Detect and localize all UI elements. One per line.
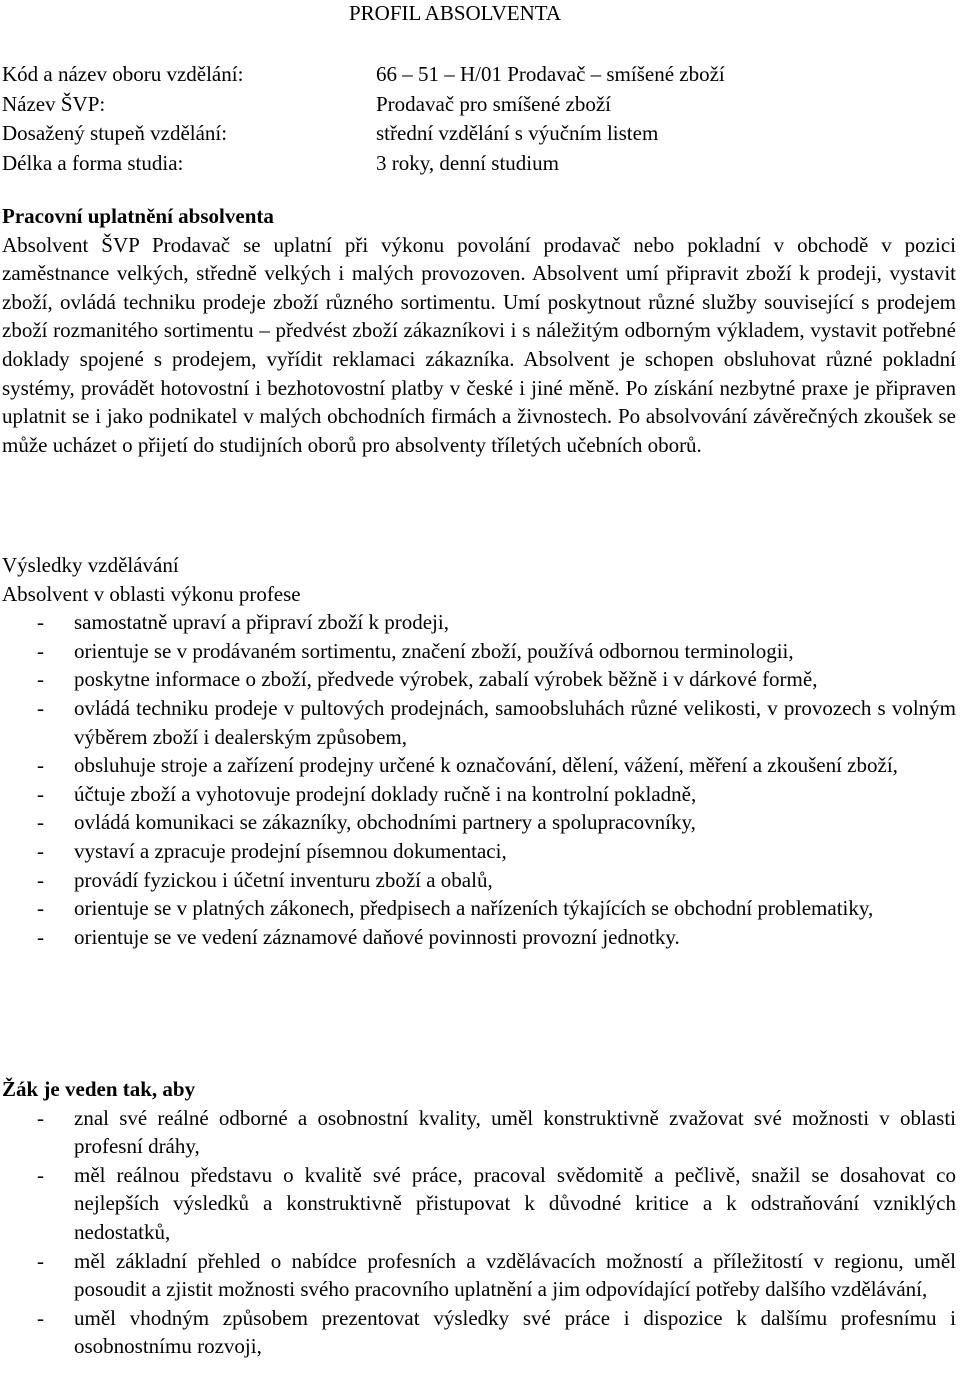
dash-marker: - xyxy=(37,838,44,863)
list-item xyxy=(2,1304,956,1361)
dash-marker: - xyxy=(37,1248,44,1273)
list-item xyxy=(2,637,956,666)
list-item xyxy=(2,866,956,895)
dash-marker: - xyxy=(37,667,44,692)
info-value: Prodavač pro smíšené zboží xyxy=(376,91,612,116)
list-item xyxy=(2,608,956,637)
info-label: Kód a název oboru vzdělání: xyxy=(2,62,244,86)
section-subheading: Absolvent v oblasti výkonu profese xyxy=(2,581,301,606)
dash-marker: - xyxy=(37,924,44,949)
section-results xyxy=(2,551,956,951)
list-item xyxy=(2,894,956,923)
info-value: 66 – 51 – H/01 Prodavač – smíšené zboží xyxy=(376,62,725,86)
section-employment xyxy=(2,202,956,459)
list-item xyxy=(2,751,956,780)
list-item-text: ovládá techniku prodeje v pultových prodejnách, samoobsluhách různé velikosti, v provozech s volným výběrem zboží i dealerským způsobem, xyxy=(74,695,956,749)
list-item xyxy=(2,780,956,809)
section-heading: Žák je veden tak, aby xyxy=(2,1077,196,1101)
info-label: Délka a forma studia: xyxy=(2,150,184,175)
list-item xyxy=(2,1247,956,1304)
info-row xyxy=(2,119,902,149)
list-item xyxy=(2,694,956,751)
pupil-list xyxy=(2,1104,956,1361)
list-item xyxy=(2,808,956,837)
list-item-text: ovládá komunikaci se zákazníky, obchodními partnery a spolupracovníky, xyxy=(74,810,696,835)
list-item xyxy=(2,837,956,866)
dash-marker: - xyxy=(37,610,44,635)
list-item-text: orientuje se v prodávaném sortimentu, značení zboží, používá odbornou terminologii, xyxy=(74,638,794,663)
dash-marker: - xyxy=(37,781,44,806)
list-item-text: provádí fyzickou i účetní inventuru zboží a obalů, xyxy=(74,867,493,892)
dash-marker: - xyxy=(37,753,44,778)
dash-marker: - xyxy=(37,1105,44,1130)
list-item-text: obsluhuje stroje a zařízení prodejny určené k označování, dělení, vážení, měření a zkoušení zboží, xyxy=(74,753,898,778)
list-item-text: orientuje se v platných zákonech, předpisech a nařízeních týkajících se obchodní problematiky, xyxy=(74,896,874,921)
list-item-text: znal své reálné odborné a osobnostní kvality, uměl konstruktivně zvažovat své možnosti v oblasti profesní dráhy, xyxy=(74,1105,956,1159)
list-item-text: uměl vhodným způsobem prezentovat výsledky své práce i dispozice k dalšímu profesnímu i osobnostnímu rozvoji, xyxy=(74,1305,956,1359)
list-item-text: účtuje zboží a vyhotovuje prodejní doklady ručně i na kontrolní pokladně, xyxy=(74,781,697,806)
info-label: Dosažený stupeň vzdělání: xyxy=(2,121,228,145)
page-title: PROFIL ABSOLVENTA xyxy=(349,1,562,25)
list-item-text: měl základní přehled o nabídce profesních a vzdělávacích možností a příležitostí v regionu, uměl posoudit a zjistit možnosti svého pracovního uplatnění a jim odpovídající potřeby dalšího vzdělávání, xyxy=(74,1248,956,1302)
list-item xyxy=(2,665,956,694)
info-row xyxy=(2,149,902,179)
dash-marker: - xyxy=(37,638,44,663)
results-list xyxy=(2,608,956,951)
list-item-text: poskytne informace o zboží, předvede výrobek, zabalí výrobek běžně i v dárkové formě, xyxy=(74,667,818,692)
info-table xyxy=(2,60,902,178)
dash-marker: - xyxy=(37,867,44,892)
info-value: 3 roky, denní studium xyxy=(376,150,559,175)
dash-marker: - xyxy=(37,1162,44,1187)
info-value: střední vzdělání s výučním listem xyxy=(376,121,659,145)
info-row xyxy=(2,90,902,120)
section-heading: Pracovní uplatnění absolventa xyxy=(2,204,274,228)
dash-marker: - xyxy=(37,695,44,720)
list-item-text: vystaví a zpracuje prodejní písemnou dokumentaci, xyxy=(74,838,507,863)
list-item-text: samostatně upraví a připraví zboží k prodeji, xyxy=(74,610,449,635)
info-row xyxy=(2,60,902,90)
list-item xyxy=(2,923,956,952)
dash-marker: - xyxy=(37,896,44,921)
section-paragraph: Absolvent ŠVP Prodavač se uplatní při výkonu povolání prodavač nebo pokladní v obchodě v pozici zaměstnance velkých, středně velkých i malých provozoven. Absolvent umí připravit zboží k prodeji, vystavit zboží, ovládá techniku prodeje zboží různého sortimentu. Umí poskytnout různé služby související s prodejem zboží rozmanitého sortimentu – předvést zboží zákazníkovi i s náležitým odborným výkladem, vystavit potřebné doklady spojené s prodejem, vyřídit reklamaci zákazníka. Absolvent je schopen obsluhovat různé pokladní systémy, provádět hotovostní i bezhotovostní platby v české i jiné měně. Po získání nezbytné praxe je připraven uplatnit se i jako podnikatel v malých obchodních firmách a živnostech. Po absolvování závěrečných zkoušek se může ucházet o přijetí do studijních oborů pro absolventy tříletých učebních oborů. xyxy=(2,232,956,457)
list-item-text: orientuje se ve vedení záznamové daňové povinnosti provozní jednotky. xyxy=(74,924,680,949)
dash-marker: - xyxy=(37,1305,44,1330)
section-pupil xyxy=(2,1075,956,1361)
section-heading: Výsledky vzdělávání xyxy=(2,553,179,577)
info-label: Název ŠVP: xyxy=(2,91,106,116)
list-item xyxy=(2,1161,956,1247)
list-item-text: měl reálnou představu o kvalitě své práce, pracoval svědomitě a pečlivě, snažil se dosahovat co nejlepších výsledků a konstruktivně přistupovat k důvodné kritice a k odstraňování vzniklých nedostatků, xyxy=(74,1162,956,1244)
dash-marker: - xyxy=(37,810,44,835)
list-item xyxy=(2,1104,956,1161)
